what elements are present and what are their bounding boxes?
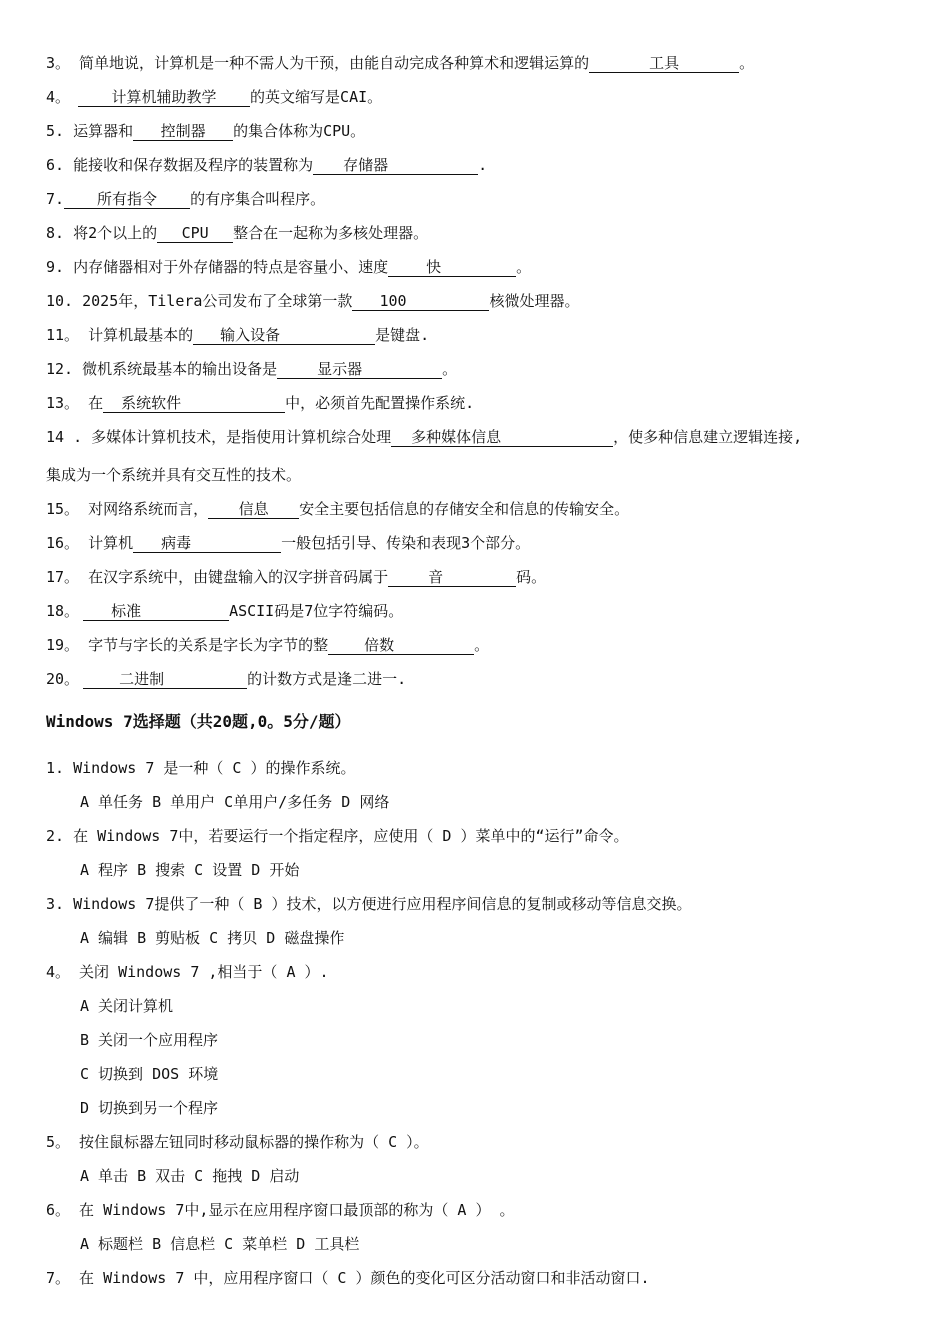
question-number: 10. xyxy=(46,292,74,310)
choice-option-4d: D 切换到另一个程序 xyxy=(80,1099,219,1117)
question-number: 18。 xyxy=(46,602,80,620)
blank-question-16: 16。 计算机 病毒 一般包括引导、传染和表现3个部分。 xyxy=(46,534,531,552)
blank-question-7: 7. 所有指令 的有序集合叫程序。 xyxy=(46,190,326,208)
blank-question-12: 12. 微机系统最基本的输出设备是 显示器 。 xyxy=(46,360,458,378)
answer-blank: 音 xyxy=(388,568,516,587)
choice-question-3: 3. Windows 7提供了一种（ B ）技术，以方便进行应用程序间信息的复制或移动等信息交换。 xyxy=(46,895,692,913)
choice-question-5: 5。 按住鼠标器左钮同时移动鼠标器的操作称为（ C ）。 xyxy=(46,1133,429,1151)
question-14-continuation: 集成为一个系统并具有交互性的技术。 xyxy=(46,466,302,484)
answer-blank: 工具 xyxy=(589,54,739,73)
question-number: 16。 xyxy=(46,534,80,552)
choice-options-6: A 标题栏 B 信息栏 C 菜单栏 D 工具栏 xyxy=(80,1235,360,1253)
choice-question-4: 4。 关闭 Windows 7 ,相当于（ A ）. xyxy=(46,963,329,981)
choice-options-2: A 程序 B 搜索 C 设置 D 开始 xyxy=(80,861,300,879)
answer-blank: 二进制 xyxy=(83,670,247,689)
answer-blank: 计算机辅助教学 xyxy=(78,88,250,107)
answer-blank: 病毒 xyxy=(133,534,281,553)
answer-blank: 存储器 xyxy=(313,156,478,175)
blank-question-13: 13。 在 系统软件 中，必须首先配置操作系统. xyxy=(46,394,475,412)
blank-question-5: 5. 运算器和 控制器 的集合体称为CPU。 xyxy=(46,122,366,140)
question-number: 4。 xyxy=(46,88,71,106)
answer-blank: 多种媒体信息 xyxy=(391,428,613,447)
blank-question-9: 9. 内存储器相对于外存储器的特点是容量小、速度 快 。 xyxy=(46,258,532,276)
question-number: 19。 xyxy=(46,636,80,654)
choice-options-5: A 单击 B 双击 C 拖拽 D 启动 xyxy=(80,1167,300,1185)
section-title: Windows 7选择题（共20题,0。5分/题） xyxy=(46,712,351,731)
blank-question-3: 3。 简单地说，计算机是一种不需人为干预，由能自动完成各种算术和逻辑运算的 工具 。 xyxy=(46,54,755,72)
choice-question-7: 7。 在 Windows 7 中，应用程序窗口（ C ）颜色的变化可区分活动窗口和非活动窗口. xyxy=(46,1269,650,1287)
choice-question-6: 6。 在 Windows 7中,显示在应用程序窗口最顶部的称为（ A ） 。 xyxy=(46,1201,515,1219)
choice-options-1: A 单任务 B 单用户 C单用户/多任务 D 网络 xyxy=(80,793,390,811)
blank-question-15: 15。 对网络系统而言， 信息 安全主要包括信息的存储安全和信息的传输安全。 xyxy=(46,500,630,518)
choice-option-4a: A 关闭计算机 xyxy=(80,997,174,1015)
choice-option-4c: C 切换到 DOS 环境 xyxy=(80,1065,219,1083)
question-number: 15。 xyxy=(46,500,80,518)
blank-question-11: 11。 计算机最基本的 输入设备 是键盘. xyxy=(46,326,430,344)
question-number: 9. xyxy=(46,258,65,276)
question-number: 3。 xyxy=(46,54,71,72)
choice-question-1: 1. Windows 7 是一种（ C ）的操作系统。 xyxy=(46,759,356,777)
question-number: 12. xyxy=(46,360,74,378)
blank-question-14: 14 . 多媒体计算机技术，是指使用计算机综合处理 多种媒体信息 ，使多种信息建立逻辑连接, xyxy=(46,428,803,446)
answer-blank: 系统软件 xyxy=(103,394,285,413)
blank-question-6: 6. 能接收和保存数据及程序的装置称为 存储器 . xyxy=(46,156,488,174)
blank-question-19: 19。 字节与字长的关系是字长为字节的整 倍数 。 xyxy=(46,636,490,654)
answer-blank: 所有指令 xyxy=(64,190,190,209)
choice-options-3: A 编辑 B 剪贴板 C 拷贝 D 磁盘操作 xyxy=(80,929,345,947)
question-number: 8. xyxy=(46,224,65,242)
answer-blank: 快 xyxy=(388,258,516,277)
answer-blank: 信息 xyxy=(208,500,299,519)
blank-question-4: 4。 计算机辅助教学 的英文缩写是CAI。 xyxy=(46,88,383,106)
answer-blank: 标准 xyxy=(83,602,229,621)
question-number: 6. xyxy=(46,156,65,174)
question-number: 11。 xyxy=(46,326,80,344)
choice-question-2: 2. 在 Windows 7中，若要运行一个指定程序，应使用（ D ）菜单中的“运行”命令。 xyxy=(46,827,629,845)
question-number: 17。 xyxy=(46,568,80,586)
blank-question-20: 20。 二进制 的计数方式是逢二进一. xyxy=(46,670,407,688)
answer-blank: 输入设备 xyxy=(193,326,375,345)
answer-blank: CPU xyxy=(157,224,233,243)
answer-blank: 倍数 xyxy=(328,636,474,655)
question-number: 13。 xyxy=(46,394,80,412)
question-number: 7. xyxy=(46,190,65,208)
choice-option-4b: B 关闭一个应用程序 xyxy=(80,1031,219,1049)
answer-blank: 100 xyxy=(352,292,489,311)
answer-blank: 控制器 xyxy=(133,122,233,141)
question-number: 20。 xyxy=(46,670,80,688)
question-number: 5. xyxy=(46,122,65,140)
question-number: 14 . xyxy=(46,428,83,446)
blank-question-18: 18。 标准 ASCII码是7位字符编码。 xyxy=(46,602,404,620)
answer-blank: 显示器 xyxy=(277,360,442,379)
blank-question-8: 8. 将2个以上的 CPU 整合在一起称为多核处理器。 xyxy=(46,224,429,242)
blank-question-17: 17。 在汉字系统中，由键盘输入的汉字拼音码属于 音 码。 xyxy=(46,568,547,586)
blank-question-10: 10. 2025年，Tilera公司发布了全球第一款 100 核微处理器。 xyxy=(46,292,580,310)
